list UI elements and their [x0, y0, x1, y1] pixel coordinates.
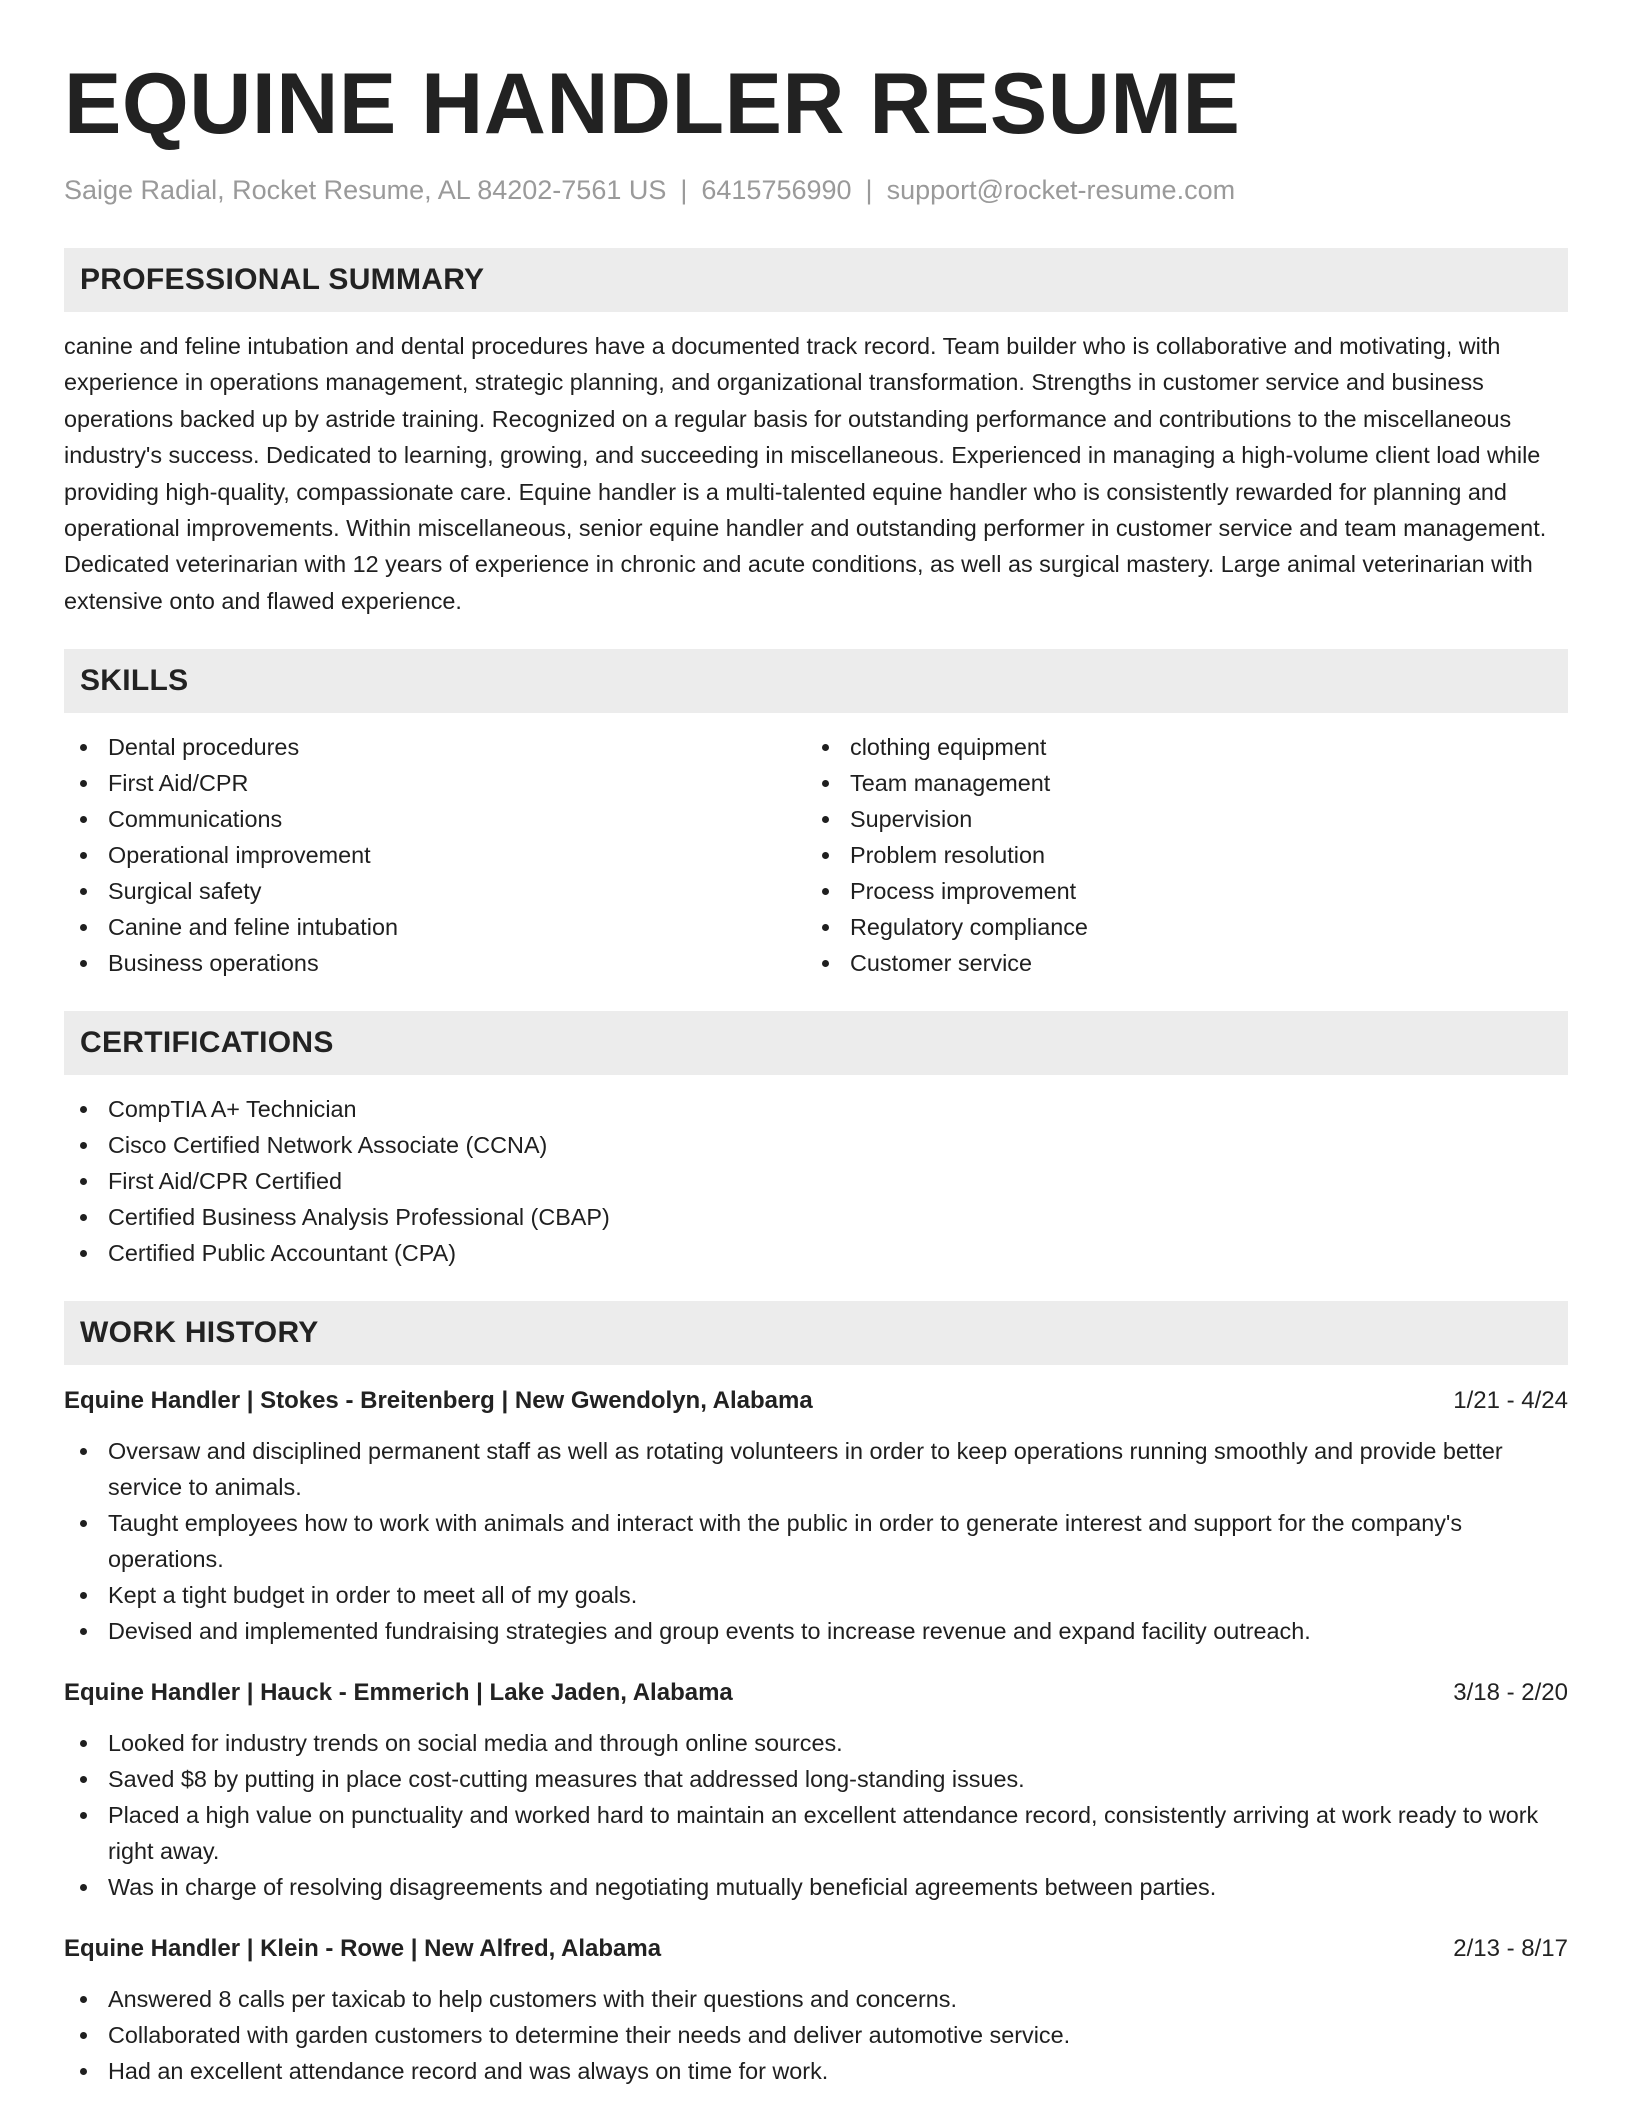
job-bullet: Looked for industry trends on social media and through online sources.	[64, 1725, 1568, 1761]
skill-item: Team management	[806, 765, 1548, 801]
skill-item: Operational improvement	[64, 837, 806, 873]
job-bullet: Answered 8 calls per taxicab to help customers with their questions and concerns.	[64, 1981, 1568, 2017]
certifications-list	[64, 1091, 1568, 1271]
job-header	[64, 1383, 1568, 1419]
certification-item: Certified Business Analysis Professional (CBAP)	[64, 1199, 1568, 1235]
skills-list	[64, 729, 1568, 981]
job-entry	[64, 1931, 1568, 2089]
skill-item: Customer service	[806, 945, 1548, 981]
skill-item: First Aid/CPR	[64, 765, 806, 801]
skill-item: clothing equipment	[806, 729, 1548, 765]
skill-item: Supervision	[806, 801, 1548, 837]
job-dates: 2/13 - 8/17	[1453, 1935, 1568, 1963]
skills-column-left	[64, 729, 806, 981]
job-bullet: Placed a high value on punctuality and worked hard to maintain an excellent attendance record, consistently arriving at work ready to work right away.	[64, 1797, 1568, 1869]
job-bullet: Saved $8 by putting in place cost-cutting measures that addressed long-standing issues.	[64, 1761, 1568, 1797]
job-bullet: Taught employees how to work with animals and interact with the public in order to generate interest and support for the company's operations.	[64, 1505, 1568, 1577]
job-title: Equine Handler | Hauck - Emmerich | Lake Jaden, Alabama	[64, 1679, 733, 1707]
job-header	[64, 1931, 1568, 1967]
job-bullet: Collaborated with garden customers to determine their needs and deliver automotive service.	[64, 2017, 1568, 2053]
contact-separator: |	[865, 175, 873, 205]
contact-address: Saige Radial, Rocket Resume, AL 84202-7561 US	[64, 175, 667, 205]
certification-item: CompTIA A+ Technician	[64, 1091, 1568, 1127]
skill-item: Problem resolution	[806, 837, 1548, 873]
contact-line	[64, 172, 1568, 208]
skill-item: Canine and feline intubation	[64, 909, 806, 945]
skill-item: Process improvement	[806, 873, 1548, 909]
certification-item: First Aid/CPR Certified	[64, 1163, 1568, 1199]
contact-phone: 6415756990	[701, 175, 852, 205]
summary-text: canine and feline intubation and dental procedures have a documented track record. Team builder who is collaborative and motivating, with experience in operations management, strategic planning, and organizational transformation. Strengths in customer service and business operations backed up by astride training. Recognized on a regular basis for outstanding performance and contributions to the miscellaneous industry's success. Dedicated to learning, growing, and succeeding in miscellaneous. Experienced in managing a high-volume client load while providing high-quality, compassionate care. Equine handler is a multi-talented equine handler who is consistently rewarded for planning and operational improvements. Within miscellaneous, senior equine handler and outstanding performer in customer service and team management. Dedicated veterinarian with 12 years of experience in chronic and acute conditions, as well as surgical mastery. Large animal veterinarian with extensive onto and flawed experience.	[64, 333, 1547, 614]
job-title: Equine Handler | Stokes - Breitenberg | New Gwendolyn, Alabama	[64, 1387, 813, 1415]
job-header	[64, 1675, 1568, 1711]
job-bullets	[64, 1981, 1568, 2089]
summary-heading: PROFESSIONAL SUMMARY	[64, 248, 1568, 312]
work-history-heading: WORK HISTORY	[64, 1301, 1568, 1365]
job-bullet: Had an excellent attendance record and was always on time for work.	[64, 2053, 1568, 2089]
resume-title: EQUINE HANDLER RESUME	[64, 56, 1241, 152]
contact-separator: |	[680, 175, 688, 205]
certifications-heading: CERTIFICATIONS	[64, 1011, 1568, 1075]
job-entry	[64, 1383, 1568, 1649]
job-dates: 1/21 - 4/24	[1453, 1387, 1568, 1415]
skill-item: Surgical safety	[64, 873, 806, 909]
job-dates: 3/18 - 2/20	[1453, 1679, 1568, 1707]
skills-heading: SKILLS	[64, 649, 1568, 713]
skill-item: Dental procedures	[64, 729, 806, 765]
job-bullets	[64, 1433, 1568, 1649]
resume-page	[64, 0, 1568, 2089]
job-bullet: Oversaw and disciplined permanent staff as well as rotating volunteers in order to keep operations running smoothly and provide better service to animals.	[64, 1433, 1568, 1505]
job-bullet: Kept a tight budget in order to meet all of my goals.	[64, 1577, 1568, 1613]
certification-item: Cisco Certified Network Associate (CCNA)	[64, 1127, 1568, 1163]
contact-email: support@rocket-resume.com	[886, 175, 1236, 205]
job-title: Equine Handler | Klein - Rowe | New Alfred, Alabama	[64, 1935, 662, 1963]
job-bullet: Devised and implemented fundraising strategies and group events to increase revenue and expand facility outreach.	[64, 1613, 1568, 1649]
skills-column-right	[806, 729, 1548, 981]
skill-item: Business operations	[64, 945, 806, 981]
certification-item: Certified Public Accountant (CPA)	[64, 1235, 1568, 1271]
skill-item: Regulatory compliance	[806, 909, 1548, 945]
job-bullet: Was in charge of resolving disagreements and negotiating mutually beneficial agreements between parties.	[64, 1869, 1568, 1905]
job-bullets	[64, 1725, 1568, 1905]
job-entry	[64, 1675, 1568, 1905]
skill-item: Communications	[64, 801, 806, 837]
